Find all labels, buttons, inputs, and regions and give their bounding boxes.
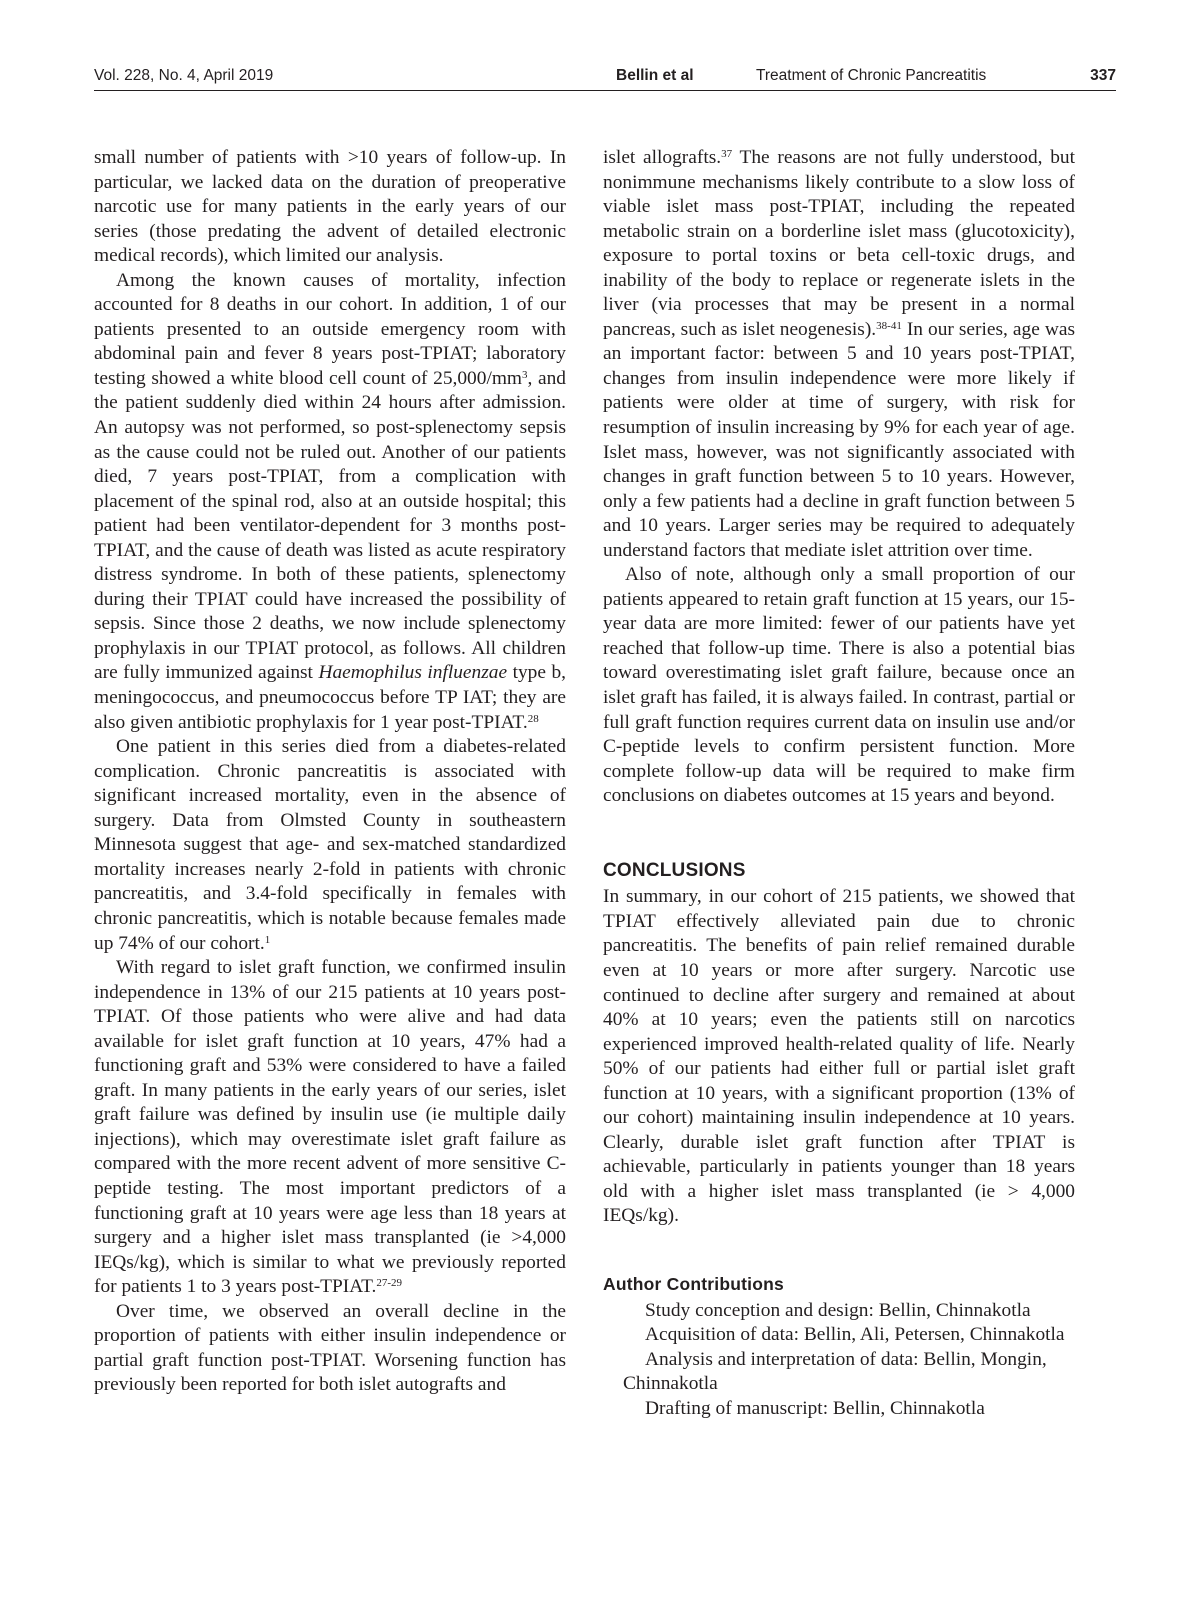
paragraph-decline-over-time: Over time, we observed an overall decline in the proportion of patients with either insulin independence or partial graft function post-TPIAT. Worsening function has previously been reported for both islet autografts and [94,1300,566,1396]
contribution-line: Analysis and interpretation of data: Bellin, Mongin, Chinnakotla [623,1348,1047,1395]
text-segment: Among the known causes of mortality, infection accounted for 8 deaths in our cohort. In addition, 1 of our patients presented to an outside emergency room with abdominal pain and fever 8 years post-TPIAT; laboratory testing showed a white blood cell count of 25,000/mm [94,269,566,389]
journal-volume-issue: Vol. 228, No. 4, April 2019 [94,67,274,84]
text-segment: type b, meningococcus, and pneumococcus before TP IAT; they are also given antibiotic prophylaxis for 1 year post-TPIAT. [94,662,566,733]
conclusions-heading: CONCLUSIONS [603,859,746,881]
citation-ref: 37 [721,148,733,160]
contribution-line: Study conception and design: Bellin, Chinnakotla [645,1299,1031,1321]
text-segment: In our series, age was an important factor: between 5 and 10 years post-TPIAT, changes from insulin independence were more likely if patients were older at time of surgery, with risk for resumption of insulin increasing by 9% for each year of age. Islet mass, however, was not significantly associated with changes in graft function between 5 to 10 years. However, only a few patients had a decline in graft function between 5 and 10 years. Larger series may be required to adequately understand factors that mediate islet attrition over time. [603,318,1075,561]
citation-ref: 38-41 [876,319,902,332]
right-column [603,146,1075,1421]
running-header [94,64,1116,91]
contribution-line: Acquisition of data: Bellin, Ali, Petersen, Chinnakotla [645,1324,1065,1346]
page-number: 337 [1090,67,1116,84]
citation-ref: 1 [264,933,271,946]
contribution-line: Drafting of manuscript: Bellin, Chinnakotla [645,1397,985,1419]
citation-ref: 28 [527,712,539,725]
text-segment: The reasons are not fully understood, but nonimmune mechanisms likely contribute to a slow loss of viable islet mass post-TPIAT, including the repeated metabolic strain on a borderline islet mass (glucotoxicity), exposure to portal toxins or beta cell-toxic drugs, and inability of the body to replace or regenerate islets in the liver (via processes that may be present in a normal pancreas, such as islet neogenesis). [603,147,1075,340]
paragraph-mortality-infection [94,269,566,735]
running-title: Treatment of Chronic Pancreatitis [756,67,987,84]
paragraph-diabetes-mortality [94,735,566,956]
paragraph-islet-attrition [603,146,1075,563]
text-segment: With regard to islet graft function, we confirmed insulin independence in 13% of our 215 patients at 10 years post-TPIAT. Of those patients who were alive and had data available for islet graft function at 10 years, 47% had a functioning graft and 53% were considered to have a failed graft. In many patients in the early years of our series, islet graft failure was defined by insulin use (ie multiple daily injections), which may overestimate islet graft failure as compared with the more recent advent of more sensitive C-peptide testing. The most important predictors of a functioning graft at 10 years were age less than 18 years at surgery and a higher islet mass transplanted (ie >4,000 IEQs/kg), which is similar to what we previously reported for patients 1 to 3 years post-TPIAT. [94,957,566,1298]
author-contributions-heading: Author Contributions [603,1273,784,1294]
text-segment: One patient in this series died from a diabetes-related complication. Chronic pancreatitis is associated with significant increased mortality, even in the absence of surgery. Data from Olmsted County in southeastern Minnesota suggest that age- and sex-matched standardized mortality increases nearly 2-fold in patients with chronic pancreatitis, and 3.4-fold specifically in females with chronic pancreatitis, which is notable because females made up 74% of our cohort. [94,736,566,954]
superscript: 3 [522,368,528,381]
paragraph-fifteen-year-data: Also of note, although only a small proportion of our patients appeared to retain graft function at 15 years, our 15-year data are more limited: fewer of our patients have yet reached that follow-up time. There is also a potential bias toward overestimating islet graft failure, because once an islet graft has failed, it is always failed. In contrast, partial or full graft function requires current data on insulin use and/or C-peptide levels to confirm persistent function. More complete follow-up data will be required to make firm conclusions on diabetes outcomes at 15 years and beyond. [603,564,1075,807]
text-segment: , and the patient suddenly died within 24 hours after admission. An autopsy was not performed, so post-splenectomy sepsis as the cause could not be ruled out. Another of our patients died, 7 years post-TPIAT, from a complication with placement of the spinal rod, also at an outside hospital; this patient had been ventilator-dependent for 3 months post-TPIAT, and the cause of death was listed as acute respiratory distress syndrome. In both of these patients, splenectomy during their TPIAT could have increased the possibility of sepsis. Since those 2 deaths, we now include splenectomy prophylaxis in our TPIAT protocol, as follows. All children are fully immunized against [94,367,566,684]
paragraph-followup-limitation: small number of patients with >10 years of follow-up. In particular, we lacked data on the duration of preoperative narcotic use for many patients in the early years of our series (those predating the advent of detailed electronic medical records), which limited our analysis. [94,147,566,267]
left-column [94,146,566,1398]
running-authors: Bellin et al [616,67,694,84]
conclusions-paragraph: In summary, in our cohort of 215 patients, we showed that TPIAT effectively alleviated pain due to chronic pancreatitis. The benefits of pain relief remained durable even at 10 years or more after surgery. Narcotic use continued to decline after surgery and remained at about 40% at 10 years; even the patients still on narcotics experienced improved health-related quality of life. Nearly 50% of our patients had either full or partial islet graft function at 10 years, with a significant proportion (13% of our cohort) maintaining insulin independence at 10 years. Clearly, durable islet graft function after TPIAT is achievable, particularly in patients younger than 18 years old with a higher islet mass transplanted (ie > 4,000 IEQs/kg). [603,886,1075,1227]
citation-ref: 27-29 [376,1277,403,1290]
text-segment: islet allografts. [603,147,722,168]
paragraph-islet-graft-function [94,956,566,1300]
italic-term: Haemophilus influenzae [318,662,508,684]
